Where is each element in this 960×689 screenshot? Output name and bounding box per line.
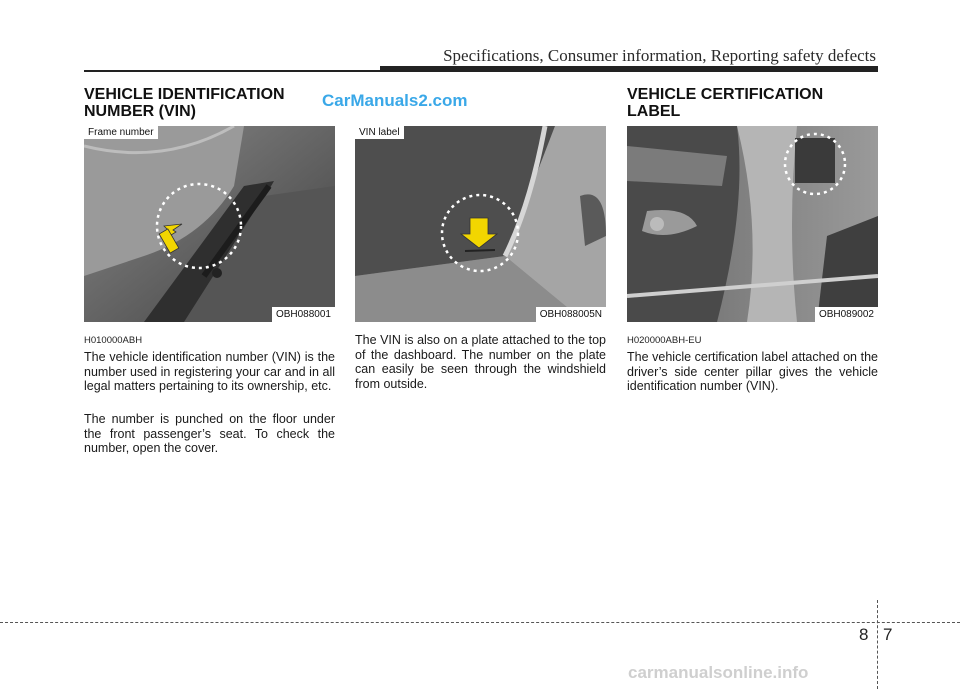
vin-title-line2: NUMBER (VIN)	[84, 103, 196, 120]
frame-number-caption: Frame number	[84, 126, 158, 139]
vin-label-caption: VIN label	[355, 126, 404, 139]
vin-title-line1: VEHICLE IDENTIFICATION	[84, 86, 285, 103]
frame-number-figure-code: OBH088001	[272, 307, 335, 322]
cert-label-illustration	[627, 126, 878, 322]
watermark-link[interactable]: CarManuals2.com	[322, 91, 468, 110]
footer-watermark-link[interactable]: carmanualsonline.info	[628, 663, 809, 682]
cert-paragraph: The vehicle certification label attached on the driver’s side center pillar gives the vehicle identification number (VIN).	[627, 350, 878, 393]
cert-label-figure-code: OBH089002	[815, 307, 878, 322]
vin-paragraph-1: The vehicle identification number (VIN) is the number used in registering your car and in all legal matters pertaining to its ownership, etc.	[84, 350, 335, 393]
vin-label-photo	[355, 126, 606, 322]
vin-reference-code: H010000ABH	[84, 335, 143, 346]
vin-label-paragraph: The VIN is also on a plate attached to the top of the dashboard. The number on the plate can easily be seen through the windshield from outside.	[355, 333, 606, 391]
cert-reference-code: H020000ABH-EU	[627, 335, 702, 346]
cert-title-line1: VEHICLE CERTIFICATION	[627, 86, 824, 103]
page-number: 7	[883, 625, 893, 644]
cert-title-line2: LABEL	[627, 103, 681, 120]
vin-label-figure-code: OBH088005N	[536, 307, 606, 322]
vin-paragraph-2: The number is punched on the floor under the front passenger’s seat. To check the number, open the cover.	[84, 412, 335, 455]
frame-number-illustration	[84, 126, 335, 322]
cert-label-photo	[627, 126, 878, 322]
footer-dashed-line	[0, 622, 960, 623]
frame-number-photo	[84, 126, 335, 322]
page-header-title: Specifications, Consumer information, Reporting safety defects	[443, 46, 876, 65]
chapter-number: 8	[859, 625, 869, 644]
header-rule-right	[380, 66, 878, 72]
header-rule-left	[84, 70, 380, 72]
vin-label-illustration	[355, 126, 606, 322]
vin-section-title	[84, 86, 285, 120]
cert-section-title	[627, 86, 823, 120]
footer-divider	[877, 600, 878, 689]
